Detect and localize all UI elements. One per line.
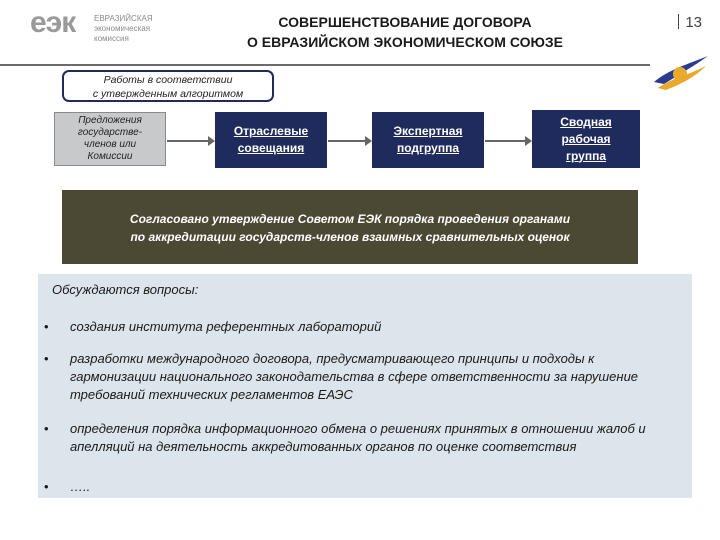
list-item-text: создания института референтных лабораторий [70, 319, 382, 334]
bullet-icon: • [44, 319, 49, 334]
eek-emblem-icon [650, 52, 710, 92]
slide-title [190, 12, 620, 52]
title-line-2: О ЕВРАЗИЙСКОМ ЭКОНОМИЧЕСКОМ СОЮЗЕ [246, 34, 564, 50]
bullet-icon: • [44, 479, 49, 494]
summary-group-box [532, 110, 640, 168]
list-item-text: разработки международного договора, предусматривающего принципы и подходы к гармонизации национального законодательства в сфере ответственности за нарушение требований технических регламентов ЕАЭС [70, 351, 639, 402]
summary-group-line-1: Сводная [560, 114, 612, 129]
logo-mark: еэк [30, 6, 76, 39]
bullet-icon: • [44, 351, 49, 366]
summary-group-line-2: рабочая [561, 131, 611, 146]
page-number-value: 13 [685, 14, 702, 31]
bullet-icon: • [44, 421, 49, 436]
expert-subgroup-line-1: Экспертная [393, 124, 463, 138]
eek-logo [30, 8, 170, 48]
discussion-heading: Обсуждаются вопросы: [52, 282, 199, 297]
summary-group-line-3: группа [565, 148, 606, 163]
approval-banner-line-1: Согласовано утверждение Советом ЕЭК порядка проведения органами [129, 212, 571, 226]
proposals-line-2: государстве- [77, 127, 143, 138]
logo-line-1: ЕВРАЗИЙСКАЯ [94, 14, 153, 23]
page-number [678, 14, 702, 31]
approval-banner-line-2: по аккредитации государств-членов взаимных сравнительных оценок [130, 230, 570, 244]
approval-banner [62, 190, 638, 264]
expert-subgroup-line-2: подгруппа [396, 141, 460, 155]
list-item-text: ….. [70, 479, 91, 494]
arrow-proposals-to-sector [167, 140, 213, 142]
algorithm-step-line-2: с утвержденным алгоритмом [92, 88, 244, 100]
proposals-box [54, 112, 166, 166]
logo-line-3: комиссия [94, 34, 129, 43]
arrow-sector-to-expert [328, 140, 370, 142]
logo-line-2: экономическая [94, 24, 151, 33]
proposals-line-4: Комиссии [87, 151, 133, 162]
list-item-text: определения порядка информационного обмена о решениях принятых в отношении жалоб и апелляций на деятельность аккредитованных органов по оценке соответствия [70, 421, 646, 454]
header-rule [0, 64, 650, 66]
discussion-panel [38, 274, 692, 498]
page-number-divider [678, 14, 679, 29]
proposals-line-1: Предложения [78, 115, 142, 126]
sector-meetings-line-1: Отраслевые [233, 124, 309, 138]
title-line-1: СОВЕРШЕНСТВОВАНИЕ ДОГОВОРА [278, 14, 532, 30]
expert-subgroup-box [372, 112, 484, 168]
sector-meetings-line-2: совещания [237, 141, 305, 155]
algorithm-step-box [62, 70, 274, 102]
algorithm-step-line-1: Работы в соответствии [103, 74, 233, 86]
arrow-expert-to-summary [485, 140, 530, 142]
proposals-line-3: членов или [83, 139, 137, 150]
sector-meetings-box [215, 112, 327, 168]
